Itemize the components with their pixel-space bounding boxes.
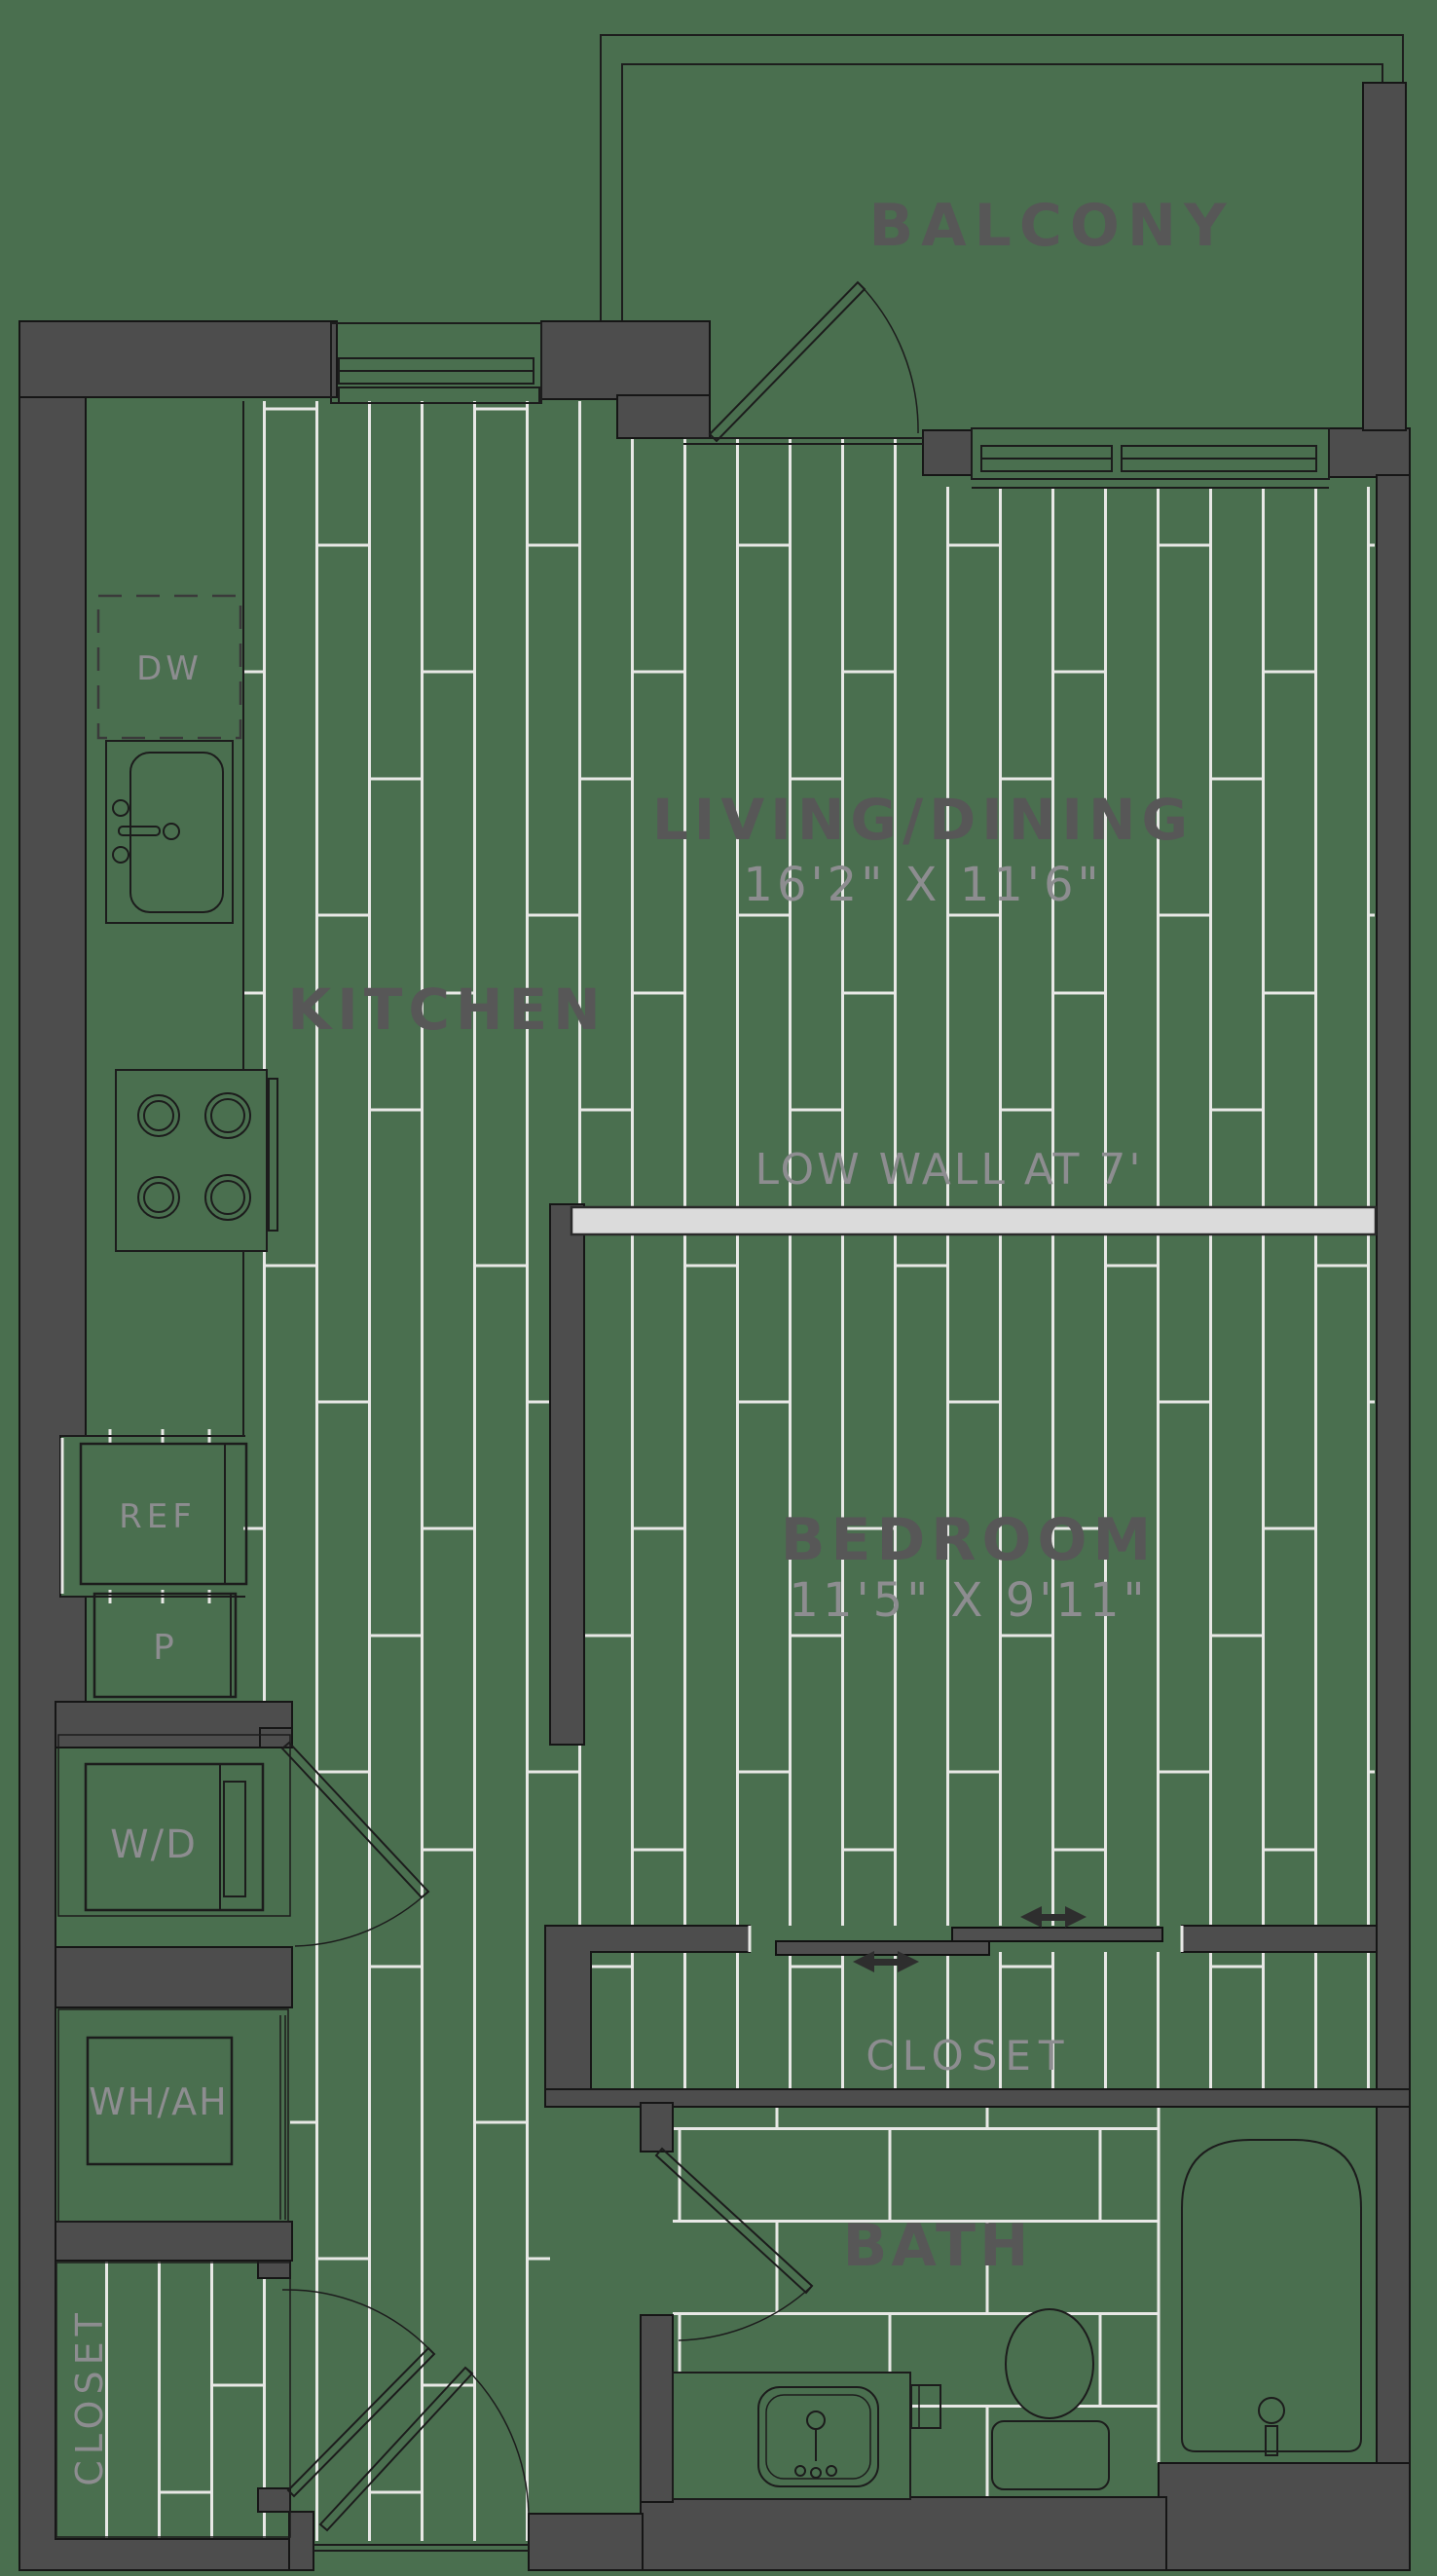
top-wall-left [19, 321, 337, 397]
bathtub [1182, 2140, 1361, 2455]
vanity [673, 2373, 940, 2499]
entry-right-block [529, 2514, 643, 2570]
top-wall-mid [541, 321, 710, 399]
pantry-label: P [153, 1628, 174, 1668]
water-heater-label: WH/AH [89, 2080, 229, 2123]
balcony-door-jamb-left [617, 395, 710, 438]
closet-bath-wall [545, 2089, 1410, 2107]
living-dining-label: LIVING/DINING [651, 787, 1195, 853]
refrigerator-label: REF [119, 1497, 197, 1536]
bedroom-closet-label: CLOSET [866, 2032, 1072, 2079]
right-wall [1377, 475, 1410, 2471]
entry-closet-label: CLOSET [68, 2307, 111, 2486]
bath-label: BATH [842, 2212, 1033, 2280]
wd-whah-wall-band [55, 1947, 292, 2007]
low-wall [571, 1207, 1376, 1234]
bedroom-closet-wall-right [1182, 1926, 1377, 1952]
entry-left-block [289, 2512, 313, 2570]
washer-dryer-label: W/D [110, 1822, 198, 1867]
bath-bottom-right-block [1159, 2463, 1410, 2570]
balcony-door-jamb-right [923, 430, 972, 475]
low-wall-label: LOW WALL AT 7' [755, 1145, 1144, 1195]
bedroom-label: BEDROOM [780, 1506, 1158, 1574]
bedroom-hall-wall [550, 1204, 584, 1745]
bedroom-dimensions: 11'5" X 9'11" [789, 1573, 1149, 1628]
balcony-label: BALCONY [868, 192, 1234, 260]
bath-left-wall-stub [641, 2103, 673, 2152]
balcony-right-wall [1363, 83, 1406, 430]
pantry-wall-band [55, 1702, 292, 1748]
bath-bottom-wall [641, 2497, 1166, 2570]
dishwasher-label: DW [136, 649, 203, 688]
bath-left-wall [641, 2315, 673, 2502]
stove [116, 1070, 277, 1251]
top-right-corner-block [1329, 428, 1410, 477]
living-dining-dimensions: 16'2" X 11'6" [743, 858, 1103, 912]
whah-closet-wall-band [55, 2222, 292, 2261]
kitchen-label: KITCHEN [287, 976, 607, 1043]
entry-closet-jamb-bottom [258, 2488, 290, 2512]
